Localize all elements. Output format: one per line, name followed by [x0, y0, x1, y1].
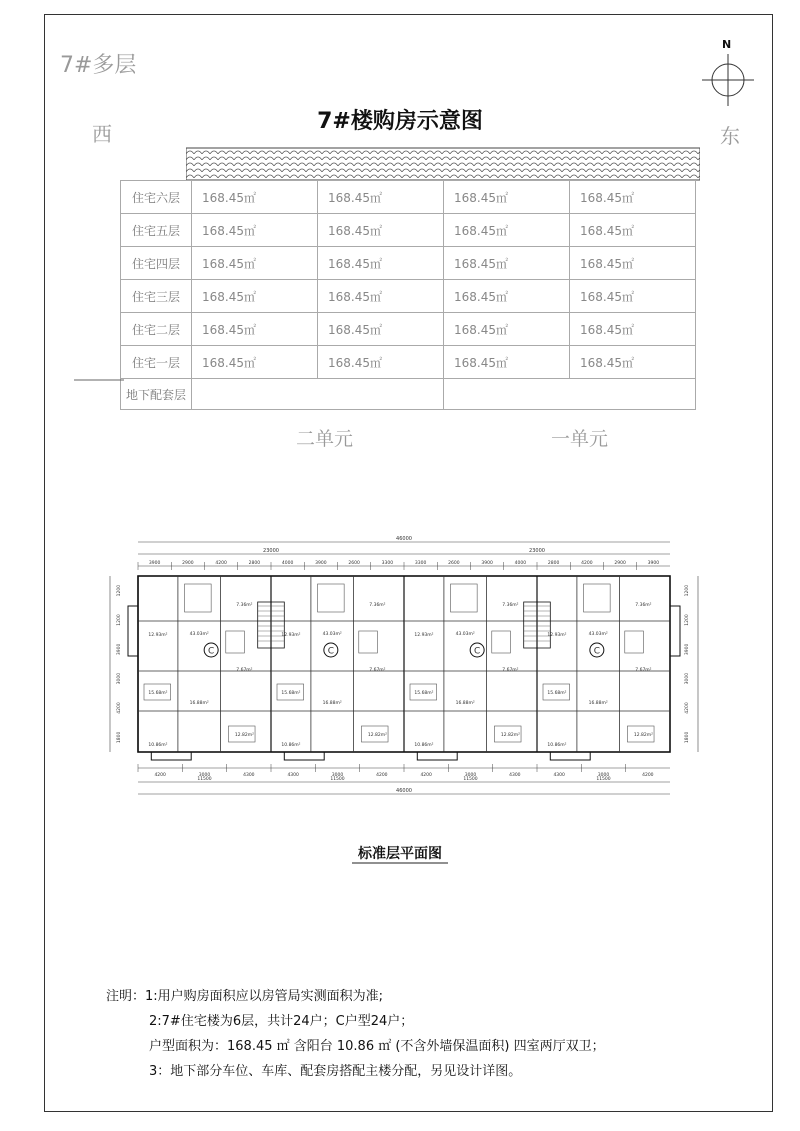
- dim-right: 3000: [685, 672, 690, 685]
- note-1: 注明：1:用户购房面积应以房管局实测面积为准;: [106, 989, 384, 1004]
- room-area: 16.88m²: [189, 701, 209, 706]
- dim-right: 1200: [685, 614, 690, 626]
- floor-plan-drawing: [96, 532, 712, 798]
- unit-area-cell: 168.45㎡: [318, 280, 444, 313]
- bay-window: [670, 606, 680, 656]
- unit-area-cell: 168.45㎡: [192, 313, 318, 346]
- room-area: 12.82m²: [500, 733, 520, 738]
- basement-unit2: [192, 379, 444, 410]
- north-label: N: [722, 38, 732, 51]
- unit-area-cell: 168.45㎡: [192, 247, 318, 280]
- floor-row: [121, 346, 696, 379]
- room-area: 7.36m²: [502, 603, 519, 608]
- dim-bottom-total: 46000: [396, 788, 412, 794]
- floor-label: 住宅一层: [121, 346, 192, 379]
- dim-top: 4000: [514, 561, 527, 566]
- room-area: 16.88m²: [455, 701, 475, 706]
- floor-label: 住宅三层: [121, 280, 192, 313]
- unit-marker-label: C: [208, 646, 215, 657]
- dim-half: 23000: [263, 548, 279, 554]
- room-area: 10.86m²: [414, 743, 434, 748]
- furniture-table: [492, 631, 511, 653]
- dim-top: 3300: [414, 561, 427, 566]
- unit-area-cell: 168.45㎡: [444, 181, 570, 214]
- dim-bottom: 4300: [287, 773, 299, 778]
- room-area: 16.88m²: [322, 701, 342, 706]
- balcony: [417, 752, 457, 760]
- floor-label: 住宅二层: [121, 313, 192, 346]
- dim-left: 4200: [117, 702, 122, 714]
- balcony: [284, 752, 324, 760]
- room-area: 15.68m²: [414, 691, 434, 696]
- page-title: 7#楼购房示意图: [317, 109, 483, 134]
- floor-row: [121, 181, 696, 214]
- dim-right: 1200: [685, 584, 690, 597]
- note-2: 2:7#住宅楼为6层，共计24户；C户型24户；: [149, 1014, 414, 1029]
- unit-label-2: 二单元: [296, 428, 354, 450]
- basement-label: 地下配套层: [121, 379, 192, 410]
- room-area: 15.68m²: [281, 691, 301, 696]
- dim-top: 4200: [581, 561, 593, 566]
- basement-unit1: [444, 379, 696, 410]
- dim-left: 3900: [117, 643, 122, 656]
- dim-bottom: 3000: [597, 773, 610, 778]
- dim-right: 3900: [685, 643, 690, 656]
- dim-left: 1800: [117, 731, 122, 744]
- room-area: 7.67m²: [369, 668, 386, 673]
- room-area: 7.36m²: [236, 603, 253, 608]
- unit-area-cell: 168.45㎡: [570, 214, 696, 247]
- room-area: 43.03m²: [189, 632, 209, 637]
- room-area: 15.68m²: [148, 691, 168, 696]
- room-area: 7.67m²: [635, 668, 652, 673]
- unit-area-cell: 168.45㎡: [570, 346, 696, 379]
- unit-area-cell: 168.45㎡: [318, 214, 444, 247]
- room-area: 12.82m²: [633, 733, 653, 738]
- room-area: 12.93m²: [547, 633, 567, 638]
- balcony: [151, 752, 191, 760]
- dim-top: 2800: [248, 561, 261, 566]
- room-area: 12.82m²: [234, 733, 254, 738]
- dim-top: 3300: [381, 561, 394, 566]
- room-area: 12.82m²: [367, 733, 387, 738]
- dim-bottom-half: 11500: [463, 777, 478, 782]
- dim-left: 3000: [117, 672, 122, 685]
- unit-area-cell: 168.45㎡: [570, 280, 696, 313]
- unit-area-cell: 168.45㎡: [192, 214, 318, 247]
- floor-row: [121, 214, 696, 247]
- floor-row: [121, 313, 696, 346]
- unit-area-cell: 168.45㎡: [318, 346, 444, 379]
- dim-top: 2800: [547, 561, 560, 566]
- bay-window: [128, 606, 138, 656]
- room-area: 15.68m²: [547, 691, 567, 696]
- dim-bottom-half: 11500: [596, 777, 611, 782]
- furniture-sofa: [318, 584, 345, 612]
- room-area: 10.86m²: [547, 743, 567, 748]
- east-label: 东: [720, 124, 740, 148]
- dim-top: 2900: [614, 561, 626, 566]
- furniture-sofa: [584, 584, 611, 612]
- floor-label: 住宅四层: [121, 247, 192, 280]
- dim-total: 46000: [396, 536, 412, 542]
- furniture-sofa: [185, 584, 212, 612]
- unit-area-cell: 168.45㎡: [444, 280, 570, 313]
- dim-bottom: 4200: [420, 773, 432, 778]
- caption-underline: [352, 862, 448, 865]
- room-area: 7.36m²: [635, 603, 652, 608]
- floor-label: 住宅六层: [121, 181, 192, 214]
- room-area: 10.86m²: [281, 743, 301, 748]
- note-4: 3：地下部分车位、车库、配套房搭配主楼分配，另见设计详图。: [149, 1064, 522, 1079]
- unit-marker-label: C: [327, 646, 334, 657]
- furniture-table: [625, 631, 644, 653]
- unit-area-cell: 168.45㎡: [570, 247, 696, 280]
- room-area: 7.36m²: [369, 603, 386, 608]
- building-tag: 7#多层: [60, 53, 137, 78]
- unit-area-cell: 168.45㎡: [444, 247, 570, 280]
- dim-bottom: 4300: [553, 773, 565, 778]
- dim-bottom: 3000: [331, 773, 344, 778]
- unit-area-cell: 168.45㎡: [192, 346, 318, 379]
- unit-area-cell: 168.45㎡: [318, 313, 444, 346]
- dim-left: 1200: [117, 584, 122, 597]
- dim-top: 2900: [182, 561, 194, 566]
- room-area: 43.03m²: [588, 632, 608, 637]
- dim-top: 4200: [215, 561, 227, 566]
- dim-bottom-half: 11500: [197, 777, 212, 782]
- room-area: 12.93m²: [148, 633, 168, 638]
- unit-area-cell: 168.45㎡: [570, 181, 696, 214]
- floor-area-table: [120, 180, 696, 410]
- plan-caption: 标准层平面图: [358, 846, 442, 862]
- dim-top: 2600: [348, 561, 360, 566]
- room-area: 43.03m²: [322, 632, 342, 637]
- dim-top: 3900: [481, 561, 493, 566]
- dim-top: 3900: [315, 561, 327, 566]
- unit-area-cell: 168.45㎡: [444, 214, 570, 247]
- dim-left: 1200: [117, 614, 122, 626]
- dim-top: 2600: [448, 561, 460, 566]
- room-area: 16.88m²: [588, 701, 608, 706]
- unit-area-cell: 168.45㎡: [444, 346, 570, 379]
- room-area: 12.93m²: [414, 633, 434, 638]
- unit-area-cell: 168.45㎡: [318, 181, 444, 214]
- dim-bottom: 3000: [198, 773, 211, 778]
- unit-area-cell: 168.45㎡: [444, 313, 570, 346]
- room-area: 43.03m²: [455, 632, 475, 637]
- dim-bottom: 4200: [642, 773, 654, 778]
- note-3: 户型面积为：168.45 ㎡ 含阳台 10.86 ㎡ (不含外墙保温面积) 四室两厅双卫；: [149, 1039, 605, 1054]
- notes: [106, 984, 605, 1084]
- room-area: 12.93m²: [281, 633, 301, 638]
- floor-row: [121, 247, 696, 280]
- dim-bottom: 3000: [464, 773, 477, 778]
- roof-pattern: [186, 142, 700, 182]
- room-area: 10.86m²: [148, 743, 168, 748]
- unit-area-cell: 168.45㎡: [570, 313, 696, 346]
- unit-area-cell: 168.45㎡: [192, 280, 318, 313]
- dim-bottom-half: 11500: [330, 777, 345, 782]
- room-area: 7.67m²: [236, 668, 253, 673]
- balcony: [550, 752, 590, 760]
- dim-half: 23000: [529, 548, 545, 554]
- west-label: 西: [92, 122, 112, 146]
- dim-bottom: 4200: [376, 773, 388, 778]
- compass-icon: [700, 52, 756, 108]
- furniture-table: [226, 631, 245, 653]
- room-area: 7.67m²: [502, 668, 519, 673]
- unit-area-cell: 168.45㎡: [192, 181, 318, 214]
- unit-marker-label: C: [593, 646, 600, 657]
- furniture-table: [359, 631, 378, 653]
- floor-label: 住宅五层: [121, 214, 192, 247]
- floor-row: [121, 280, 696, 313]
- furniture-sofa: [451, 584, 478, 612]
- ground-line: [74, 379, 124, 383]
- unit-label-1: 一单元: [551, 428, 609, 450]
- dim-right: 1800: [685, 731, 690, 744]
- dim-bottom: 4300: [509, 773, 521, 778]
- dim-bottom: 4300: [243, 773, 255, 778]
- dim-right: 4200: [685, 702, 690, 714]
- dim-top: 3900: [647, 561, 660, 566]
- unit-area-cell: 168.45㎡: [318, 247, 444, 280]
- dim-top: 3900: [148, 561, 161, 566]
- dim-top: 4000: [281, 561, 294, 566]
- unit-marker-label: C: [474, 646, 481, 657]
- dim-bottom: 4200: [154, 773, 166, 778]
